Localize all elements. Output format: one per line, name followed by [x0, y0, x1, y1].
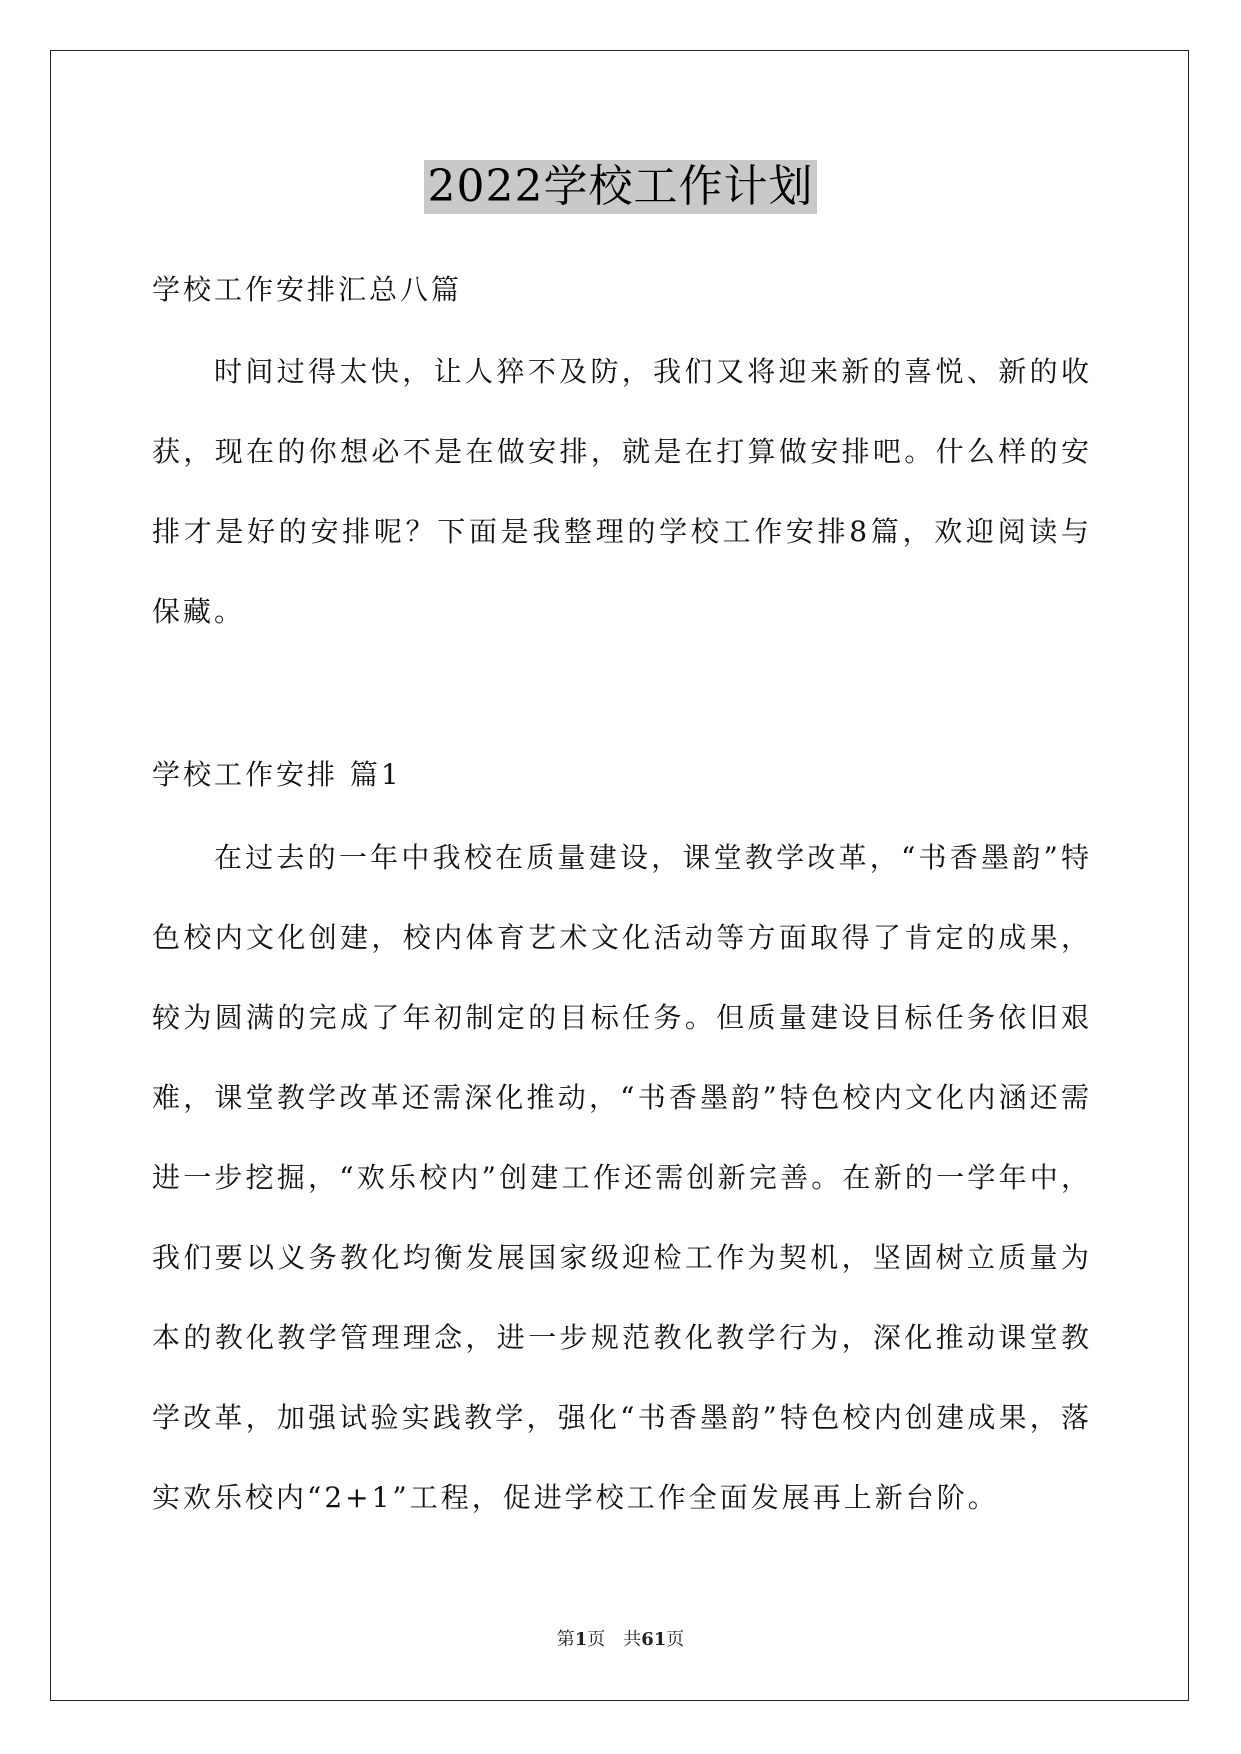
footer-page-mid: 页 共 [587, 1629, 642, 1650]
page-footer [0, 1628, 1241, 1652]
section-body-paragraph: 在过去的一年中我校在质量建设，课堂教学改革，“书香墨韵”特色校内文化创建，校内体育艺术文化活动等方面取得了肯定的成果，较为圆满的完成了年初制定的目标任务。但质量建设目标任务依旧艰难，课堂教学改革还需深化推动，“书香墨韵”特色校内文化内涵还需进一步挖掘，“欢乐校内”创建工作还需创新完善。在新的一学年中，我们要以义务教化均衡发展国家级迎检工作为契机，坚固树立质量为本的教化教学管理理念，进一步规范教化教学行为，深化推动课堂教学改革，加强试验实践教学，强化“书香墨韵”特色校内创建成果，落实欢乐校内“2+1”工程，促进学校工作全面发展再上新台阶。 [152, 841, 1092, 1514]
document-subtitle: 学校工作安排汇总八篇 [152, 273, 463, 306]
footer-page-prefix: 第 [556, 1629, 575, 1650]
footer-page-suffix: 页 [666, 1629, 685, 1650]
footer-page-total: 61 [641, 1629, 667, 1650]
intro-paragraph: 时间过得太快，让人猝不及防，我们又将迎来新的喜悦、新的收获，现在的你想必不是在做安排，就是在打算做安排吧。什么样的安排才是好的安排呢？下面是我整理的学校工作安排8篇，欢迎阅读与保藏。 [152, 355, 1092, 628]
footer-page-current: 1 [574, 1629, 588, 1650]
title-container [0, 160, 1241, 214]
section-heading: 学校工作安排 篇1 [152, 758, 402, 791]
document-title: 2022学校工作计划 [424, 160, 818, 214]
